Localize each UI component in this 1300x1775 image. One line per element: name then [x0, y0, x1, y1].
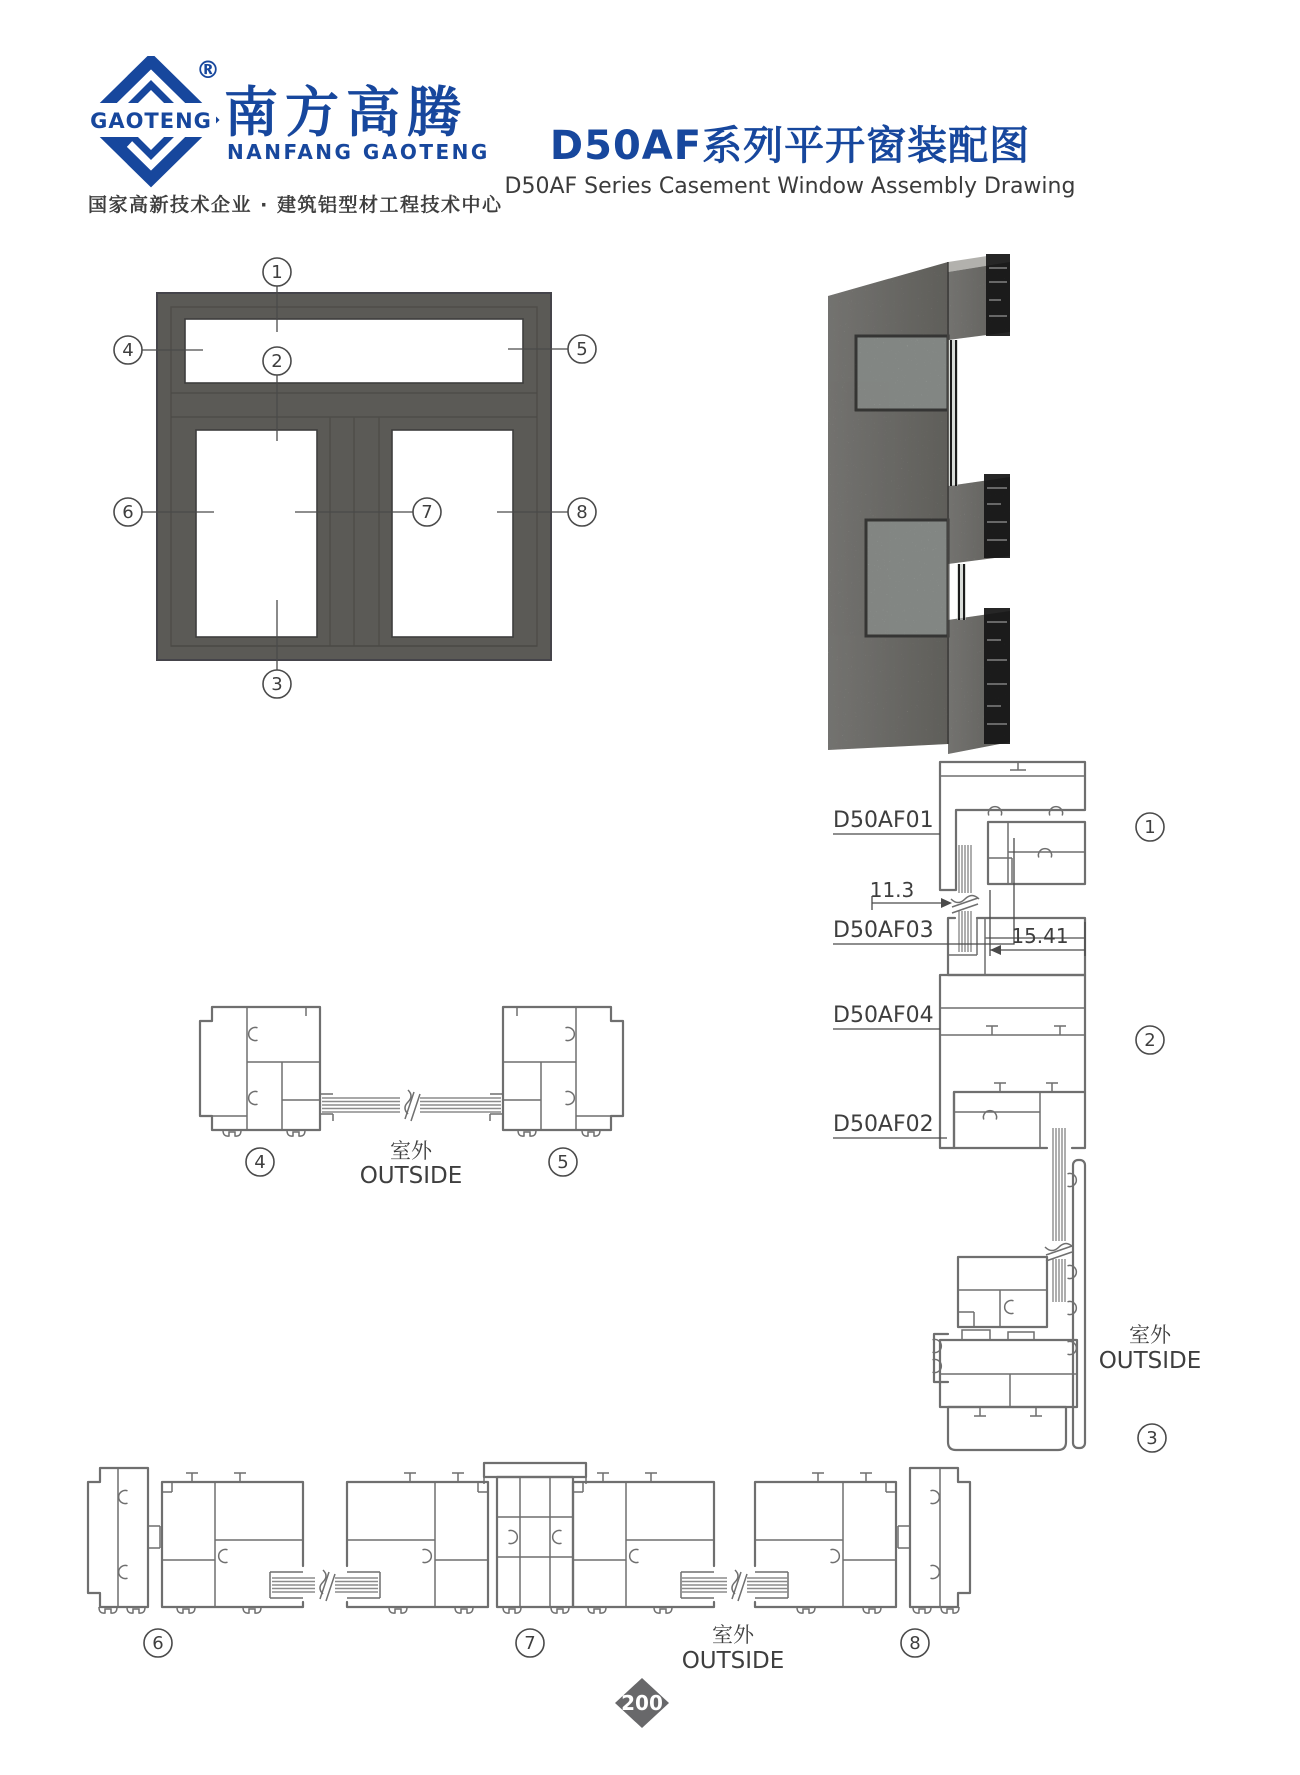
- mullion-profile: [484, 1463, 586, 1613]
- render-glass-strips: [949, 340, 966, 620]
- page-number: 200: [621, 1691, 663, 1715]
- outside-label-cn-bottom: 室外: [712, 1623, 754, 1647]
- page-title-cn: D50AF系列平开窗装配图: [549, 123, 1031, 169]
- horizontal-section-bottom: [88, 1463, 970, 1674]
- callout-7-elevation: [413, 498, 441, 526]
- glass-horizontal-top: [322, 1090, 501, 1121]
- callout-1-section: [1136, 813, 1164, 841]
- glass-vertical-lower: [1044, 1128, 1074, 1302]
- callout-7-section: [516, 1629, 544, 1657]
- callout-4-elevation: [114, 336, 142, 364]
- callout-1-elevation: [263, 258, 291, 286]
- registered-mark: ®: [196, 56, 220, 84]
- company-name-cn: 南方高腾: [224, 81, 468, 144]
- jamb-profile-right: [490, 1007, 623, 1136]
- callout-7-label: 7: [421, 502, 433, 523]
- dimension-15-41: 15.41: [1011, 924, 1069, 948]
- section-2-transom: [940, 918, 1085, 1148]
- callout-2-elevation: [263, 347, 291, 375]
- jamb-sash-pair-left: [88, 1468, 303, 1613]
- left-sash-glass-pane: [196, 430, 317, 637]
- callout-3-label: 3: [1146, 1428, 1158, 1449]
- callout-3-label: 3: [271, 674, 283, 695]
- 3d-profile-render: [820, 250, 1020, 760]
- callout-2-label: 2: [271, 351, 283, 372]
- page-title-en: D50AF Series Casement Window Assembly Drawing: [504, 174, 1076, 199]
- outside-label-cn-top: 室外: [390, 1139, 432, 1163]
- callout-4-label: 4: [254, 1152, 266, 1173]
- glass-vertical-upper: [950, 845, 980, 952]
- glass-horizontal-bottom-right: [682, 1570, 788, 1601]
- company-tagline: 国家高新技术企业 · 建筑铝型材工程技术中心: [88, 194, 503, 216]
- logo-mark-text: GAOTENG: [90, 109, 212, 133]
- outside-label-cn-right: 室外: [1129, 1323, 1171, 1347]
- profile-label-d50af01: D50AF01: [833, 808, 934, 833]
- callout-8-label: 8: [909, 1633, 921, 1654]
- callout-5-section: [549, 1148, 577, 1176]
- callout-6-elevation: [114, 498, 142, 526]
- callout-4-section: [246, 1148, 274, 1176]
- callout-1-label: 1: [1144, 817, 1156, 838]
- callout-1-label: 1: [271, 262, 283, 283]
- profile-label-d50af02: D50AF02: [833, 1112, 934, 1137]
- outside-label-en-bottom: OUTSIDE: [681, 1648, 785, 1674]
- page-number-badge: [615, 1678, 669, 1728]
- profile-label-d50af03: D50AF03: [833, 918, 934, 943]
- callout-8-label: 8: [576, 502, 588, 523]
- callout-5-elevation: [568, 335, 596, 363]
- window-elevation: [114, 258, 596, 698]
- callout-6-section: [144, 1629, 172, 1657]
- dimension-11-3: 11.3: [869, 878, 915, 902]
- transom-glass-pane: [185, 319, 523, 383]
- callout-2-label: 2: [1144, 1030, 1156, 1051]
- dim-arrow-left: [990, 945, 1001, 955]
- callout-4-label: 4: [122, 340, 134, 361]
- outside-label-en-top: OUTSIDE: [359, 1163, 463, 1189]
- callout-2-section: [1136, 1026, 1164, 1054]
- callout-3-section: [1138, 1424, 1166, 1452]
- callout-6-label: 6: [122, 502, 134, 523]
- profile-label-d50af04: D50AF04: [833, 1003, 934, 1028]
- callout-7-label: 7: [524, 1633, 536, 1654]
- callout-6-label: 6: [152, 1633, 164, 1654]
- vertical-section-column: [833, 762, 1201, 1452]
- right-sash-glass-pane: [392, 430, 513, 637]
- company-name-en: NANFANG GAOTENG: [227, 140, 490, 164]
- callout-5-label: 5: [557, 1152, 569, 1173]
- callout-8-section: [901, 1629, 929, 1657]
- callout-8-elevation: [568, 498, 596, 526]
- glass-horizontal-bottom-left: [272, 1570, 378, 1601]
- callout-5-label: 5: [576, 339, 588, 360]
- jamb-profile-left: [200, 1007, 333, 1136]
- horizontal-section-top: [200, 1007, 623, 1189]
- callout-3-elevation: [263, 670, 291, 698]
- outside-label-en-right: OUTSIDE: [1098, 1348, 1202, 1374]
